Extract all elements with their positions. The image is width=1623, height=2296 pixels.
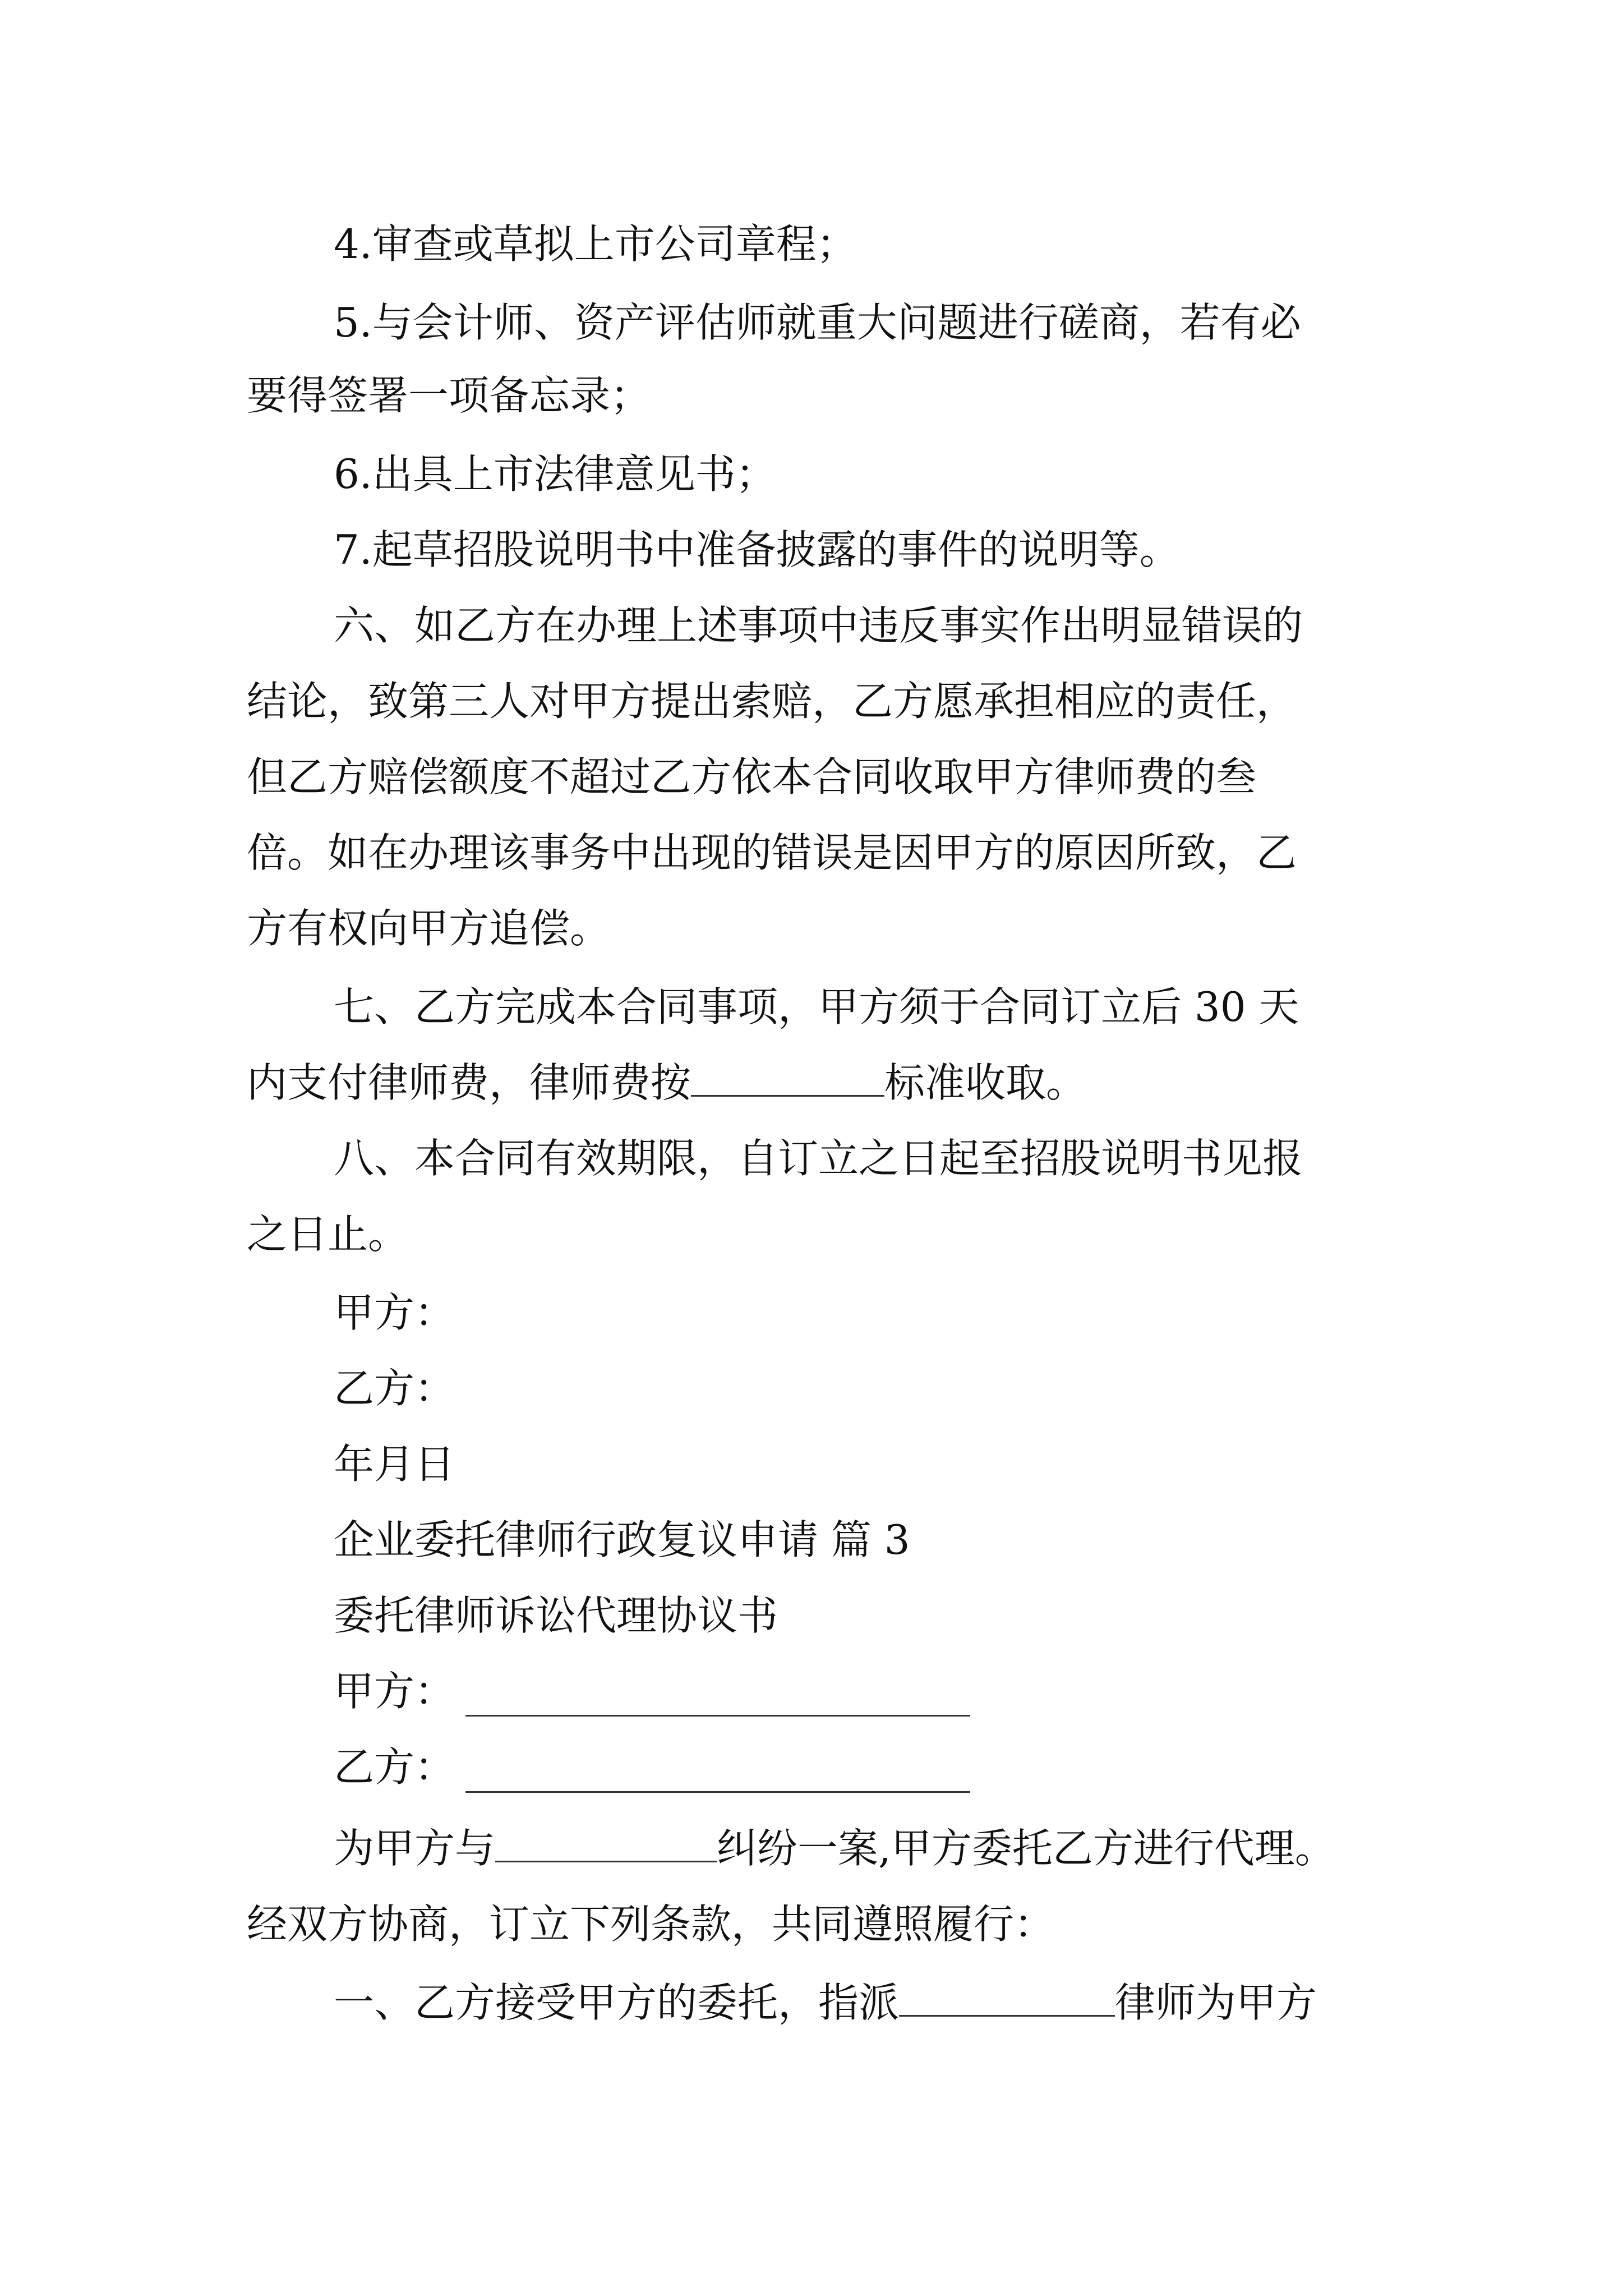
- case-text-before: 为甲方与: [334, 1825, 496, 1872]
- agreement-title: 委托律师诉讼代理协议书: [334, 1592, 778, 1639]
- section-8-line-1: 八、本合同有效期限，自订立之日起至招股说明书见报: [334, 1135, 1303, 1182]
- section-6-line-2: 结论，致第三人对甲方提出索赔，乙方愿承担相应的责任，: [247, 678, 1297, 725]
- case-line: [334, 1820, 1335, 1876]
- clause-6: 6.出具上市法律意见书；: [334, 450, 776, 498]
- clause-7: 7.起草招股说明书中准备披露的事件的说明等。: [334, 526, 1180, 573]
- section-7-line-2: [247, 1055, 1086, 1111]
- dispute-party-blank: [495, 1820, 717, 1862]
- party-a-blank: [465, 1715, 970, 1717]
- fee-text-before: 内支付律师费，律师费按: [247, 1059, 691, 1106]
- case-text-after: 纠纷一案,甲方委托乙方进行代理。: [717, 1825, 1335, 1872]
- negotiation-line: 经双方协商，订立下列条款，共同遵照履行：: [247, 1901, 1055, 1948]
- assign-text-after: 律师为甲方: [1115, 1979, 1317, 2026]
- party-a-label: 甲方：: [334, 1289, 455, 1336]
- fee-standard-blank: [691, 1055, 884, 1097]
- clause-4: 4.审查或草拟上市公司章程；: [334, 220, 857, 268]
- section-heading: 企业委托律师行政复议申请 篇 3: [334, 1516, 910, 1563]
- clause-5-line-1: 5.与会计师、资产评估师就重大问题进行磋商，若有必: [334, 299, 1301, 346]
- section-6-line-3: 但乙方赔偿额度不超过乙方依本合同收取甲方律师费的叁: [247, 753, 1257, 800]
- clause-5-line-2: 要得签署一项备忘录；: [247, 372, 651, 419]
- lawyer-name-blank: [899, 1975, 1115, 2017]
- fee-text-after: 标准收取。: [884, 1059, 1087, 1106]
- assign-text-before: 一、乙方接受甲方的委托，指派: [334, 1979, 900, 2026]
- section-6-line-4: 倍。如在办理该事务中出现的错误是因甲方的原因所致，乙: [247, 829, 1297, 876]
- section-6-line-5: 方有权向甲方追偿。: [247, 905, 611, 952]
- date-line: 年月日: [334, 1441, 455, 1488]
- section-6-line-1: 六、如乙方在办理上述事项中违反事实作出明显错误的: [334, 602, 1303, 649]
- party-b-blank: [465, 1791, 970, 1793]
- section-8-line-2: 之日止。: [247, 1211, 409, 1258]
- agreement-party-a-label: 甲方：: [334, 1668, 455, 1715]
- agreement-party-b-label: 乙方：: [334, 1743, 455, 1791]
- party-b-label: 乙方：: [334, 1365, 455, 1412]
- assign-line: [334, 1975, 1317, 2031]
- section-7-line-1: 七、乙方完成本合同事项，甲方须于合同订立后 30 天: [334, 983, 1299, 1030]
